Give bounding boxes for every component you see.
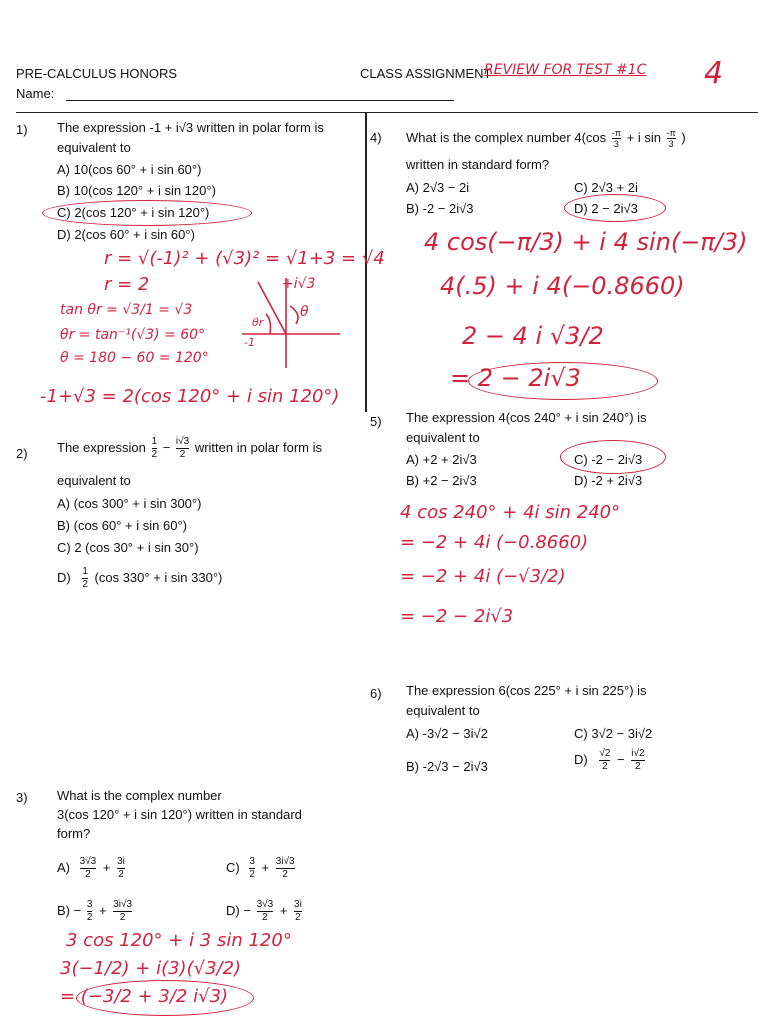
review-note: REVIEW FOR TEST #1C [484, 62, 647, 78]
sketch-label: +i√3 [282, 276, 316, 292]
question-stem: equivalent to [406, 430, 480, 445]
choice-c[interactable]: C) 2(cos 120° + i sin 120°) [57, 205, 210, 220]
work-line: = −2 + 4i (−√3/2) [400, 566, 566, 587]
choice-a[interactable]: A) $\frac{3√3}{2}$ + $\frac{3i}{2}$ [57, 856, 125, 880]
question-stem: form? [57, 826, 91, 841]
question-stem: What is the complex number 4(cos $\frac{-\pi}{3}$ + i sin $\frac{-\pi}{3}$ ) [406, 128, 686, 150]
choice-a[interactable]: A) +2 + 2i√3 [406, 452, 477, 467]
work-line: 4 cos 240° + 4i sin 240° [400, 502, 621, 523]
choice-c[interactable]: C) 2√3 + 2i [574, 180, 638, 195]
choice-c[interactable]: C) 3√2 − 3i√2 [574, 726, 653, 741]
choice-a[interactable]: A) 2√3 − 2i [406, 180, 470, 195]
choice-d[interactable]: D) $\frac{1}{2}$ (cos 330° + i sin 330°) [57, 566, 223, 590]
name-label: Name: [16, 86, 55, 101]
answer-circle [42, 200, 252, 226]
work-line: r = 2 [104, 274, 150, 295]
assignment-title: CLASS ASSIGNMENT [360, 66, 492, 81]
choice-b[interactable]: B) +2 − 2i√3 [406, 473, 477, 488]
question-number: 5) [370, 414, 382, 429]
header-rule [16, 112, 758, 113]
choice-a[interactable]: A) -3√2 − 3i√2 [406, 726, 488, 741]
choice-b[interactable]: B) -2 − 2i√3 [406, 201, 474, 216]
score-mark: 4 [704, 56, 724, 91]
work-line: θ = 180 − 60 = 120° [60, 350, 209, 366]
choice-d[interactable]: D) 2 − 2i√3 [574, 201, 638, 216]
work-line: = −2 − 2i√3 [400, 606, 514, 627]
question-stem: 3(cos 120° + i sin 120°) written in standard [57, 807, 302, 822]
question-stem: equivalent to [406, 703, 480, 718]
choice-b[interactable]: B) − $\frac{3}{2}$ + $\frac{3i√3}{2}$ [57, 899, 133, 923]
question-stem: What is the complex number [57, 788, 222, 803]
work-line: θr = tan⁻¹(√3) = 60° [60, 327, 206, 343]
choice-d[interactable]: D) $\frac{√2}{2}$ − $\frac{i√2}{2}$ [574, 748, 645, 772]
question-number: 6) [370, 686, 382, 701]
choice-b[interactable]: B) (cos 60° + i sin 60°) [57, 518, 187, 533]
question-number: 1) [16, 122, 28, 137]
sketch-label: θ [300, 304, 309, 320]
choice-a[interactable]: A) 10(cos 60° + i sin 60°) [57, 162, 202, 177]
work-line: 4 cos(−π/3) + i 4 sin(−π/3) [424, 228, 748, 256]
work-line: = 2 − 2i√3 [450, 364, 581, 392]
work-line: 4(.5) + i 4(−0.8660) [440, 272, 685, 300]
choice-d[interactable]: D) -2 + 2i√3 [574, 473, 643, 488]
work-line: r = √(-1)² + (√3)² = √1+3 = √4 [104, 248, 385, 269]
question-number: 4) [370, 130, 382, 145]
work-line: -1+√3 = 2(cos 120° + i sin 120°) [40, 386, 340, 407]
sketch-angle-arc [290, 306, 298, 324]
work-line: = (−3/2 + 3/2 i√3) [60, 986, 229, 1007]
choice-b[interactable]: B) -2√3 − 2i√3 [406, 759, 488, 774]
choice-b[interactable]: B) 10(cos 120° + i sin 120°) [57, 183, 216, 198]
work-line: 3 cos 120° + i 3 sin 120° [66, 930, 292, 951]
question-stem: The expression -1 + i√3 written in polar form is [57, 120, 324, 135]
answer-circle [468, 362, 658, 400]
question-stem: The expression 4(cos 240° + i sin 240°) is [406, 410, 647, 425]
question-stem: The expression 6(cos 225° + i sin 225°) is [406, 683, 647, 698]
answer-circle [560, 440, 666, 474]
sketch-label: θr [252, 316, 264, 329]
choice-c[interactable]: C) 2 (cos 30° + i sin 30°) [57, 540, 199, 555]
choice-d[interactable]: D) − $\frac{3√3}{2}$ + $\frac{3i}{2}$ [226, 899, 302, 923]
work-line: tan θr = √3/1 = √3 [60, 302, 193, 318]
question-number: 2) [16, 446, 28, 461]
choice-a[interactable]: A) (cos 300° + i sin 300°) [57, 496, 202, 511]
choice-c[interactable]: C) -2 − 2i√3 [574, 452, 643, 467]
sketch-label: -1 [244, 336, 255, 349]
work-line: = −2 + 4i (−0.8660) [400, 532, 589, 553]
question-stem: equivalent to [57, 140, 131, 155]
question-number: 3) [16, 790, 28, 805]
sketch-ref-arc [266, 314, 271, 334]
question-stem: equivalent to [57, 473, 131, 488]
name-field[interactable] [66, 100, 454, 101]
work-line: 2 − 4 i √3/2 [462, 322, 604, 350]
answer-circle [564, 194, 666, 222]
work-line: 3(−1/2) + i(3)(√3/2) [60, 958, 242, 979]
choice-d[interactable]: D) 2(cos 60° + i sin 60°) [57, 227, 195, 242]
answer-circle [76, 980, 254, 1016]
question-stem: written in standard form? [406, 157, 550, 172]
question-stem: The expression $\frac{1}{2}$ − $\frac{i√3}{2}$ written in polar form is [57, 436, 322, 460]
choice-c[interactable]: C) $\frac{3}{2}$ + $\frac{3i√3}{2}$ [226, 856, 295, 880]
course-title: PRE-CALCULUS HONORS [16, 66, 178, 81]
